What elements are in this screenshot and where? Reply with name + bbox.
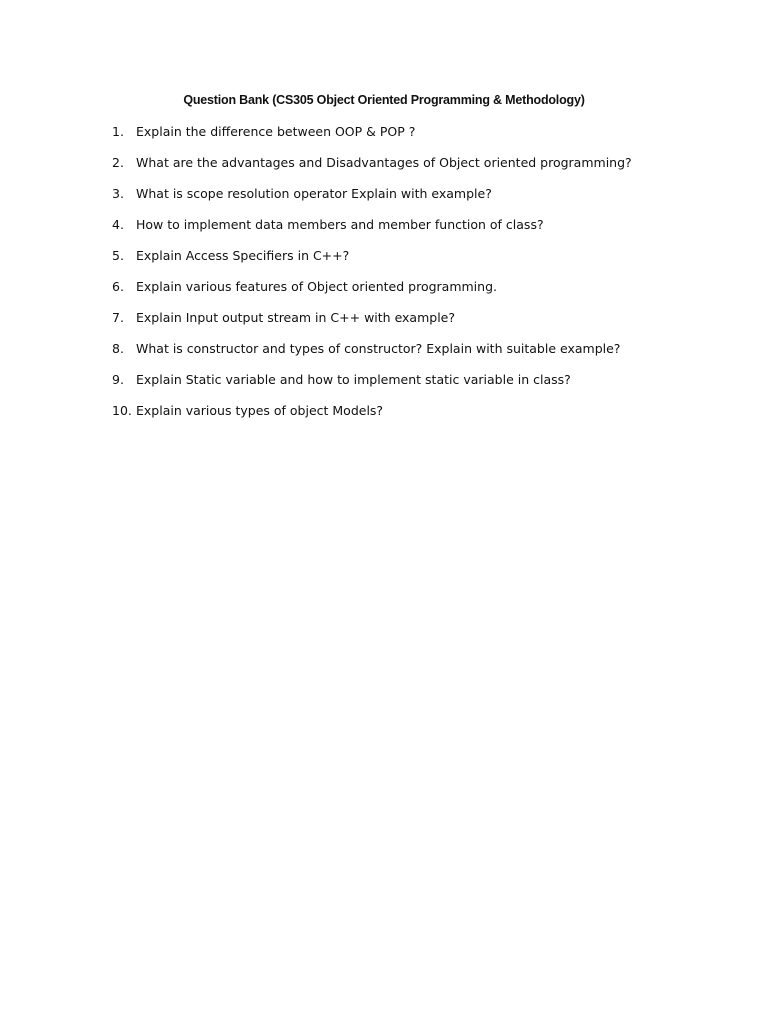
list-item xyxy=(112,372,632,403)
question-number: 7. xyxy=(112,310,124,325)
list-item xyxy=(112,279,632,310)
list-item xyxy=(112,155,632,186)
question-number: 9. xyxy=(112,372,124,387)
list-item xyxy=(112,403,632,434)
question-number: 10. xyxy=(112,403,132,418)
question-text: What is constructor and types of constructor? Explain with suitable example? xyxy=(136,341,621,356)
question-text: Explain various types of object Models? xyxy=(136,403,384,418)
question-list xyxy=(112,124,632,434)
question-text: What is scope resolution operator Explain with example? xyxy=(136,186,492,201)
question-text: Explain Input output stream in C++ with example? xyxy=(136,310,456,325)
question-text: Explain Access Specifiers in C++? xyxy=(136,248,350,263)
question-text: How to implement data members and member function of class? xyxy=(136,217,544,232)
question-number: 5. xyxy=(112,248,124,263)
question-text: Explain Static variable and how to implement static variable in class? xyxy=(136,372,571,387)
question-number: 8. xyxy=(112,341,124,356)
list-item xyxy=(112,341,632,372)
list-item xyxy=(112,124,632,155)
question-text: Explain the difference between OOP & POP ? xyxy=(136,124,416,139)
question-number: 4. xyxy=(112,217,124,232)
question-text: What are the advantages and Disadvantages of Object oriented programming? xyxy=(136,155,632,170)
list-item xyxy=(112,248,632,279)
question-text: Explain various features of Object oriented programming. xyxy=(136,279,497,294)
question-number: 1. xyxy=(112,124,124,139)
list-item xyxy=(112,310,632,341)
question-number: 3. xyxy=(112,186,124,201)
page-title: Question Bank (CS305 Object Oriented Programming & Methodology) xyxy=(183,93,585,107)
question-number: 2. xyxy=(112,155,124,170)
list-item xyxy=(112,186,632,217)
list-item xyxy=(112,217,632,248)
question-number: 6. xyxy=(112,279,124,294)
